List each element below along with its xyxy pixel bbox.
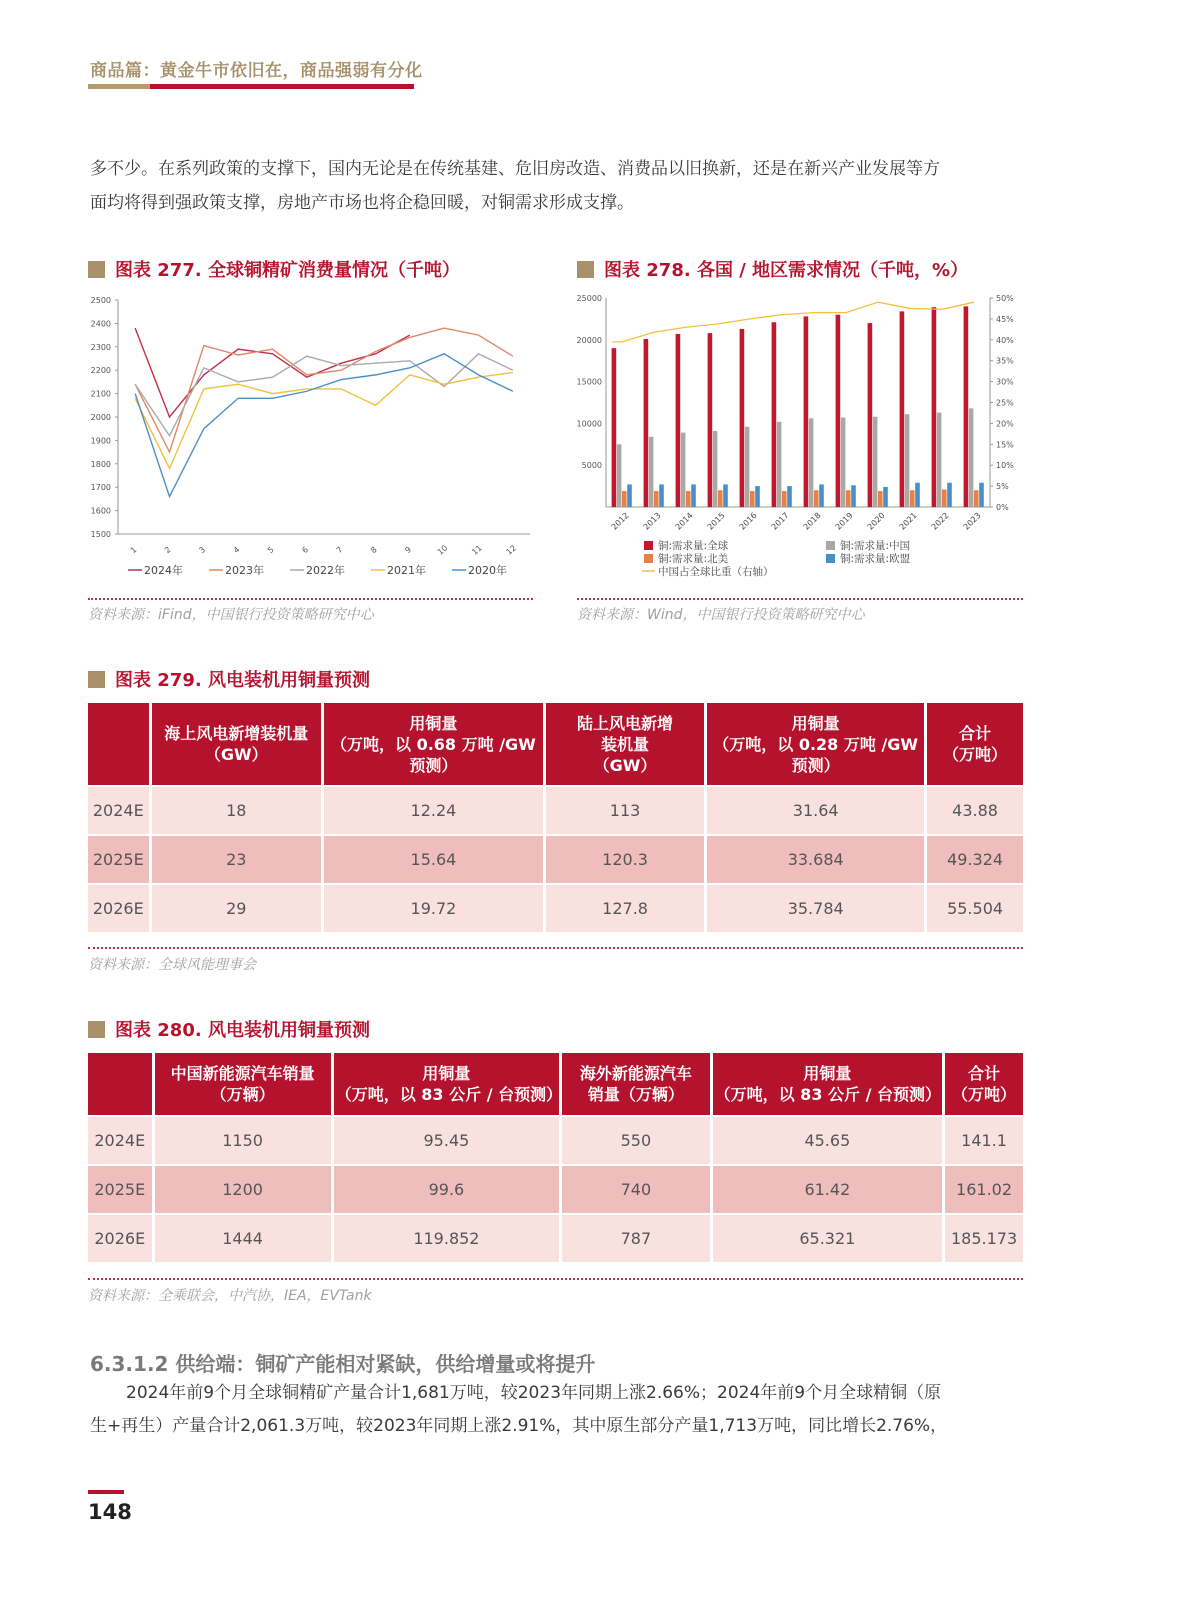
x-tick-label: 2015: [705, 510, 727, 532]
x-tick-label: 3: [197, 545, 208, 556]
y2-tick-label: 45%: [996, 314, 1014, 324]
bar-铜:需求量:全球: [676, 334, 681, 507]
bar-铜:需求量:全球: [868, 323, 873, 507]
fig279-title: [88, 666, 370, 692]
bar-铜:需求量:中国: [937, 413, 942, 507]
x-tick-label: 2021: [897, 510, 919, 532]
y-tick-label: 25000: [576, 294, 602, 303]
table-cell: 35.784: [707, 885, 924, 934]
y2-tick-label: 15%: [996, 440, 1014, 450]
bar-铜:需求量:北美: [910, 490, 915, 507]
series-line-share: [612, 302, 974, 342]
table-cell: 141.1: [945, 1117, 1023, 1166]
table-cell: 12.24: [324, 787, 543, 836]
x-tick-label: 2012: [609, 510, 631, 532]
bar-铜:需求量:中国: [873, 417, 878, 507]
bar-铜:需求量:全球: [772, 322, 777, 507]
x-tick-label: 2019: [833, 510, 855, 532]
table-cell: 29: [152, 885, 321, 934]
y-tick-label: 1500: [90, 530, 111, 539]
bar-铜:需求量:欧盟: [787, 486, 792, 507]
y-tick-label: 2400: [90, 319, 111, 329]
x-tick-label: 7: [334, 545, 345, 556]
bar-铜:需求量:中国: [745, 427, 750, 507]
table-header-cell: 用铜量 （万吨，以 83 公斤 / 台预测）: [334, 1053, 559, 1117]
bar-铜:需求量:欧盟: [947, 483, 952, 507]
table-cell: 45.65: [713, 1117, 942, 1166]
header-title: 商品篇：黄金牛市依旧在，商品强弱有分化: [90, 61, 423, 81]
table-row-label: 2026E: [88, 1215, 152, 1264]
bar-铜:需求量:欧盟: [627, 484, 632, 507]
table-cell: 185.173: [945, 1215, 1023, 1264]
x-tick-label: 11: [470, 543, 484, 557]
table-cell: 1200: [155, 1166, 331, 1215]
table-cell: 113: [546, 787, 704, 836]
y-tick-label: 10000: [576, 419, 602, 429]
table-cell: 1150: [155, 1117, 331, 1166]
intro-line-2: 面均将得到强政策支撑，房地产市场也将企稳回暖，对铜需求形成支撑。: [90, 193, 634, 213]
bar-铜:需求量:中国: [969, 408, 974, 507]
bar-铜:需求量:北美: [878, 491, 883, 507]
legend-label: 中国占全球比重（右轴）: [658, 566, 774, 578]
bar-铜:需求量:中国: [841, 418, 846, 507]
table-cell: 23: [152, 836, 321, 885]
x-tick-label: 2018: [801, 510, 823, 532]
legend-swatch: [644, 554, 653, 563]
legend-label: 铜:需求量:全球: [658, 540, 729, 552]
bar-铜:需求量:北美: [718, 490, 723, 507]
table-header-cell: 合计 （万吨）: [945, 1053, 1023, 1117]
table-row: [88, 885, 1023, 934]
bar-铜:需求量:欧盟: [755, 486, 760, 507]
legend-swatch: [826, 541, 835, 550]
x-tick-label: 2020: [865, 510, 887, 532]
y2-tick-label: 25%: [996, 398, 1014, 408]
fig278-title: [577, 256, 968, 282]
fig-square-icon: [88, 1021, 105, 1038]
fig278-divider: [577, 598, 1023, 600]
table-cell: 43.88: [927, 787, 1023, 836]
y2-tick-label: 35%: [996, 356, 1014, 366]
table-cell: 15.64: [324, 836, 543, 885]
table-cell: 19.72: [324, 885, 543, 934]
table-cell: 740: [562, 1166, 710, 1215]
page-number-bar: [88, 1490, 124, 1494]
table-row-label: 2026E: [88, 885, 149, 934]
fig277-title-text: 图表 277. 全球铜精矿消费量情况（千吨）: [115, 260, 460, 281]
x-tick-label: 2023: [961, 510, 983, 532]
chart-277: [80, 288, 540, 588]
bar-铜:需求量:全球: [932, 307, 937, 507]
table-header-cell: 海外新能源汽车 销量（万辆）: [562, 1053, 710, 1117]
bar-铜:需求量:中国: [681, 433, 686, 507]
table-cell: 161.02: [945, 1166, 1023, 1215]
legend-label: 2023年: [225, 564, 264, 577]
bar-铜:需求量:全球: [804, 316, 809, 507]
table-cell: 120.3: [546, 836, 704, 885]
legend-label: 2022年: [306, 564, 345, 577]
header-bar-gold: [88, 84, 150, 89]
y2-tick-label: 30%: [996, 377, 1014, 387]
section-line-1: 2024年前9个月全球铜精矿产量合计1,681万吨，较2023年同期上涨2.66%；2024年前9个月全球精铜（原: [126, 1383, 942, 1403]
table-row: [88, 787, 1023, 836]
y2-tick-label: 0%: [996, 503, 1009, 512]
fig279-source: 资料来源：全球风能理事会: [88, 957, 256, 973]
x-tick-label: 2016: [737, 510, 759, 532]
series-line-2022年: [135, 354, 513, 436]
x-tick-label: 12: [504, 543, 519, 557]
x-tick-label: 6: [300, 545, 311, 556]
bar-铜:需求量:全球: [740, 329, 745, 507]
table-cell: 99.6: [334, 1166, 559, 1215]
x-tick-label: 2014: [673, 510, 695, 532]
bar-铜:需求量:全球: [708, 333, 713, 507]
bar-铜:需求量:北美: [814, 490, 819, 507]
fig-square-icon: [577, 261, 594, 278]
table-cell: 65.321: [713, 1215, 942, 1264]
table-cell: 550: [562, 1117, 710, 1166]
table-row: [88, 1117, 1023, 1166]
fig278-source: 资料来源：Wind，中国银行投资策略研究中心: [577, 607, 865, 623]
x-tick-label: 2: [163, 545, 173, 556]
bar-铜:需求量:中国: [649, 437, 654, 507]
fig277-source: 资料来源：iFind，中国银行投资策略研究中心: [88, 607, 374, 623]
fig280-table: [85, 1053, 1026, 1264]
legend-swatch: [644, 541, 653, 550]
table-cell: 1444: [155, 1215, 331, 1264]
table-row-label: 2024E: [88, 1117, 152, 1166]
y-tick-label: 2100: [90, 389, 111, 399]
y-tick-label: 2000: [90, 413, 111, 422]
table-cell: 31.64: [707, 787, 924, 836]
table-header-cell: 用铜量 （万吨，以 0.28 万吨 /GW 预测）: [707, 703, 924, 787]
fig280-divider: [88, 1278, 1023, 1280]
bar-铜:需求量:中国: [905, 414, 910, 507]
legend-label: 2024年: [144, 564, 183, 577]
table-cell: 61.42: [713, 1166, 942, 1215]
y-tick-label: 1700: [90, 483, 111, 493]
fig-square-icon: [88, 671, 105, 688]
table-header-cell: 用铜量 （万吨，以 83 公斤 / 台预测）: [713, 1053, 942, 1117]
y-tick-label: 20000: [576, 335, 602, 345]
y-tick-label: 2500: [90, 296, 111, 305]
bar-铜:需求量:欧盟: [659, 484, 664, 507]
bar-铜:需求量:中国: [777, 422, 782, 507]
table-row-label: 2025E: [88, 1166, 152, 1215]
x-tick-label: 2017: [769, 510, 791, 532]
bar-铜:需求量:全球: [900, 311, 905, 507]
legend-label: 2021年: [387, 564, 426, 577]
table-row: [88, 1215, 1023, 1264]
table-cell: 55.504: [927, 885, 1023, 934]
y-tick-label: 2200: [90, 366, 111, 376]
table-header-cell: 用铜量 （万吨，以 0.68 万吨 /GW 预测）: [324, 703, 543, 787]
bar-铜:需求量:全球: [964, 306, 969, 507]
table-header-cell: 合计 （万吨）: [927, 703, 1023, 787]
legend-label: 2020年: [468, 564, 507, 577]
bar-铜:需求量:北美: [782, 491, 787, 507]
y2-tick-label: 50%: [996, 294, 1014, 303]
table-row: [88, 836, 1023, 885]
x-tick-label: 4: [231, 545, 242, 556]
fig277-title: [88, 256, 460, 282]
fig280-header-row: [88, 1053, 1023, 1117]
bar-铜:需求量:全球: [836, 315, 841, 507]
y2-tick-label: 5%: [996, 482, 1009, 492]
y-tick-label: 2300: [90, 342, 111, 352]
bar-铜:需求量:中国: [809, 418, 814, 507]
x-tick-label: 8: [369, 545, 379, 556]
table-cell: 49.324: [927, 836, 1023, 885]
y-tick-label: 15000: [576, 377, 602, 387]
bar-铜:需求量:欧盟: [723, 484, 728, 507]
y2-tick-label: 10%: [996, 461, 1014, 471]
y-tick-label: 5000: [581, 461, 602, 471]
table-header-cell: 海上风电新增装机量 （GW）: [152, 703, 321, 787]
bar-铜:需求量:欧盟: [819, 484, 824, 507]
legend-label: 铜:需求量:欧盟: [840, 553, 911, 565]
table-cell: 18: [152, 787, 321, 836]
bar-铜:需求量:北美: [846, 490, 851, 507]
table-row-label: 2024E: [88, 787, 149, 836]
fig279-header-row: [88, 703, 1023, 787]
x-tick-label: 5: [266, 545, 276, 556]
table-cell: 119.852: [334, 1215, 559, 1264]
x-tick-label: 9: [403, 545, 414, 556]
fig280-source: 资料来源：全乘联会，中汽协，IEA，EVTank: [88, 1288, 372, 1304]
legend-label: 铜:需求量:中国: [840, 540, 911, 552]
table-cell: 127.8: [546, 885, 704, 934]
legend-swatch: [826, 554, 835, 563]
chart-278: [570, 288, 1030, 588]
bar-铜:需求量:全球: [644, 339, 649, 507]
section-heading: 6.3.1.2 供给端：铜矿产能相对紧缺，供给增量或将提升: [90, 1352, 596, 1376]
fig280-title: [88, 1016, 370, 1042]
table-row-label: 2025E: [88, 836, 149, 885]
x-tick-label: 2013: [641, 510, 663, 532]
y2-tick-label: 20%: [996, 419, 1014, 429]
y-tick-label: 1600: [90, 506, 111, 516]
bar-铜:需求量:中国: [617, 444, 622, 507]
bar-铜:需求量:欧盟: [883, 487, 888, 507]
table-row: [88, 1166, 1023, 1215]
header-bar-red: [150, 84, 414, 89]
fig279-title-text: 图表 279. 风电装机用铜量预测: [115, 670, 370, 691]
intro-line-1: 多不少。在系列政策的支撑下，国内无论是在传统基建、危旧房改造、消费品以旧换新，还是在新兴产业发展等方: [90, 159, 940, 179]
bar-铜:需求量:北美: [974, 490, 979, 507]
fig280-title-text: 图表 280. 风电装机用铜量预测: [115, 1020, 370, 1041]
x-tick-label: 10: [435, 543, 450, 557]
table-header-cell: [88, 703, 149, 787]
x-tick-label: 1: [128, 545, 139, 556]
table-cell: 95.45: [334, 1117, 559, 1166]
fig279-table: [85, 703, 1026, 934]
fig278-title-text: 图表 278. 各国 / 地区需求情况（千吨，%）: [604, 260, 969, 281]
y-tick-label: 1800: [90, 459, 111, 469]
legend-label: 铜:需求量:北美: [658, 553, 729, 565]
table-cell: 33.684: [707, 836, 924, 885]
y2-tick-label: 40%: [996, 335, 1014, 345]
bar-铜:需求量:欧盟: [915, 483, 920, 507]
bar-铜:需求量:欧盟: [851, 485, 856, 507]
table-header-cell: 陆上风电新增 装机量 （GW）: [546, 703, 704, 787]
bar-铜:需求量:北美: [750, 491, 755, 507]
fig277-divider: [88, 598, 533, 600]
x-tick-label: 2022: [929, 510, 951, 532]
fig279-divider: [88, 947, 1023, 949]
bar-铜:需求量:全球: [612, 348, 617, 507]
bar-铜:需求量:中国: [713, 431, 718, 507]
page-number: 148: [88, 1500, 132, 1524]
fig-square-icon: [88, 261, 105, 278]
bar-铜:需求量:欧盟: [979, 483, 984, 507]
bar-铜:需求量:北美: [654, 491, 659, 507]
table-cell: 787: [562, 1215, 710, 1264]
section-line-2: 生+再生）产量合计2,061.3万吨，较2023年同期上涨2.91%，其中原生部分产量1,713万吨，同比增长2.76%，: [90, 1416, 948, 1436]
series-line-2021年: [135, 373, 513, 469]
bar-铜:需求量:北美: [942, 489, 947, 507]
table-header-cell: 中国新能源汽车销量 （万辆）: [155, 1053, 331, 1117]
bar-铜:需求量:欧盟: [691, 484, 696, 507]
bar-铜:需求量:北美: [686, 491, 691, 507]
table-header-cell: [88, 1053, 152, 1117]
y-tick-label: 1900: [90, 436, 111, 446]
bar-铜:需求量:北美: [622, 491, 627, 507]
series-line-2024年: [135, 328, 410, 417]
